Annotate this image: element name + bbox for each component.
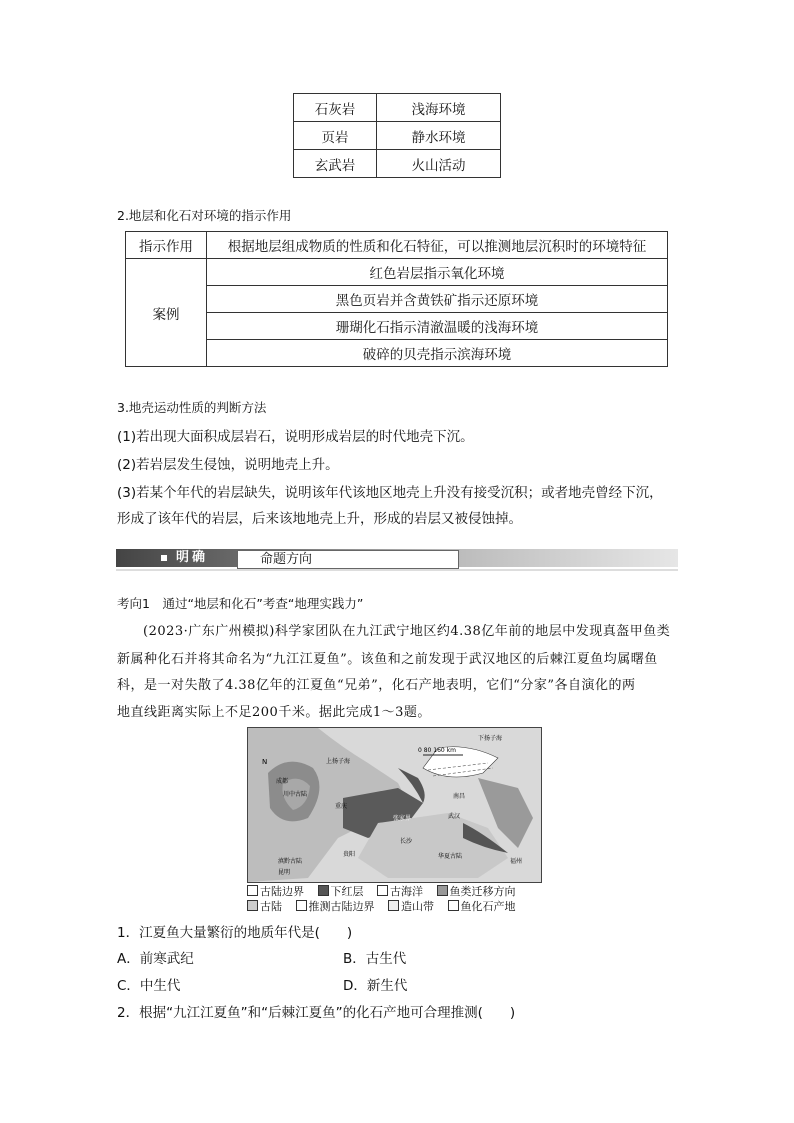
banner-label-text: 命题方向 xyxy=(260,552,313,567)
land-icon xyxy=(247,900,258,911)
red-layer-icon xyxy=(318,885,329,896)
legend-label: 古陆 xyxy=(260,900,282,913)
legend-label: 推测古陆边界 xyxy=(308,900,375,913)
rock-environment-table xyxy=(293,93,501,178)
case-label: 案例 xyxy=(126,259,207,367)
inferred-boundary-icon xyxy=(296,900,307,911)
map-label: 川中古陆 xyxy=(283,791,308,798)
map-legend-row-2 xyxy=(247,898,516,914)
paleogeography-map xyxy=(247,727,542,883)
map-label: 南昌 xyxy=(453,793,466,800)
banner-label-main: 明确 xyxy=(176,550,209,565)
passage-line: 地直线距离实际上不足200千米。据此完成1～3题。 xyxy=(117,705,431,720)
table-row xyxy=(126,313,668,340)
map-scale: 0 80 160 km xyxy=(418,747,456,754)
section-banner xyxy=(116,549,678,571)
map-label: 上扬子海 xyxy=(326,758,351,765)
map-label: 昆明 xyxy=(278,869,291,876)
table-row xyxy=(126,259,668,286)
table-cell: 浅海环境 xyxy=(377,94,501,122)
section-3-item: (1)若出现大面积成层岩石，说明形成岩层的时代地壳下沉。 xyxy=(117,429,474,445)
map-label: 重庆 xyxy=(335,803,348,810)
table-cell: 火山活动 xyxy=(377,150,501,178)
map-label: 张家界 xyxy=(393,815,412,822)
case-item: 珊瑚化石指示清澈温暖的浅海环境 xyxy=(207,313,668,340)
question-1-option-b[interactable]: B．古生代 xyxy=(343,951,407,967)
section-3-item: (3)若某个年代的岩层缺失，说明该年代该地区地壳上升没有接受沉积；或者地壳曾经下沉， xyxy=(117,485,663,501)
migration-icon xyxy=(437,885,448,896)
passage-line: (2023·广东广州模拟)科学家团队在九江武宁地区约4.38亿年前的地层中发现真盔甲鱼类 xyxy=(143,624,671,639)
question-1-option-a[interactable]: A．前寒武纪 xyxy=(117,951,194,967)
table-row xyxy=(294,94,501,122)
section-3-item: 形成了该年代的岩层，后来该地地壳上升，形成的岩层又被侵蚀掉。 xyxy=(117,511,522,527)
map-label: 成都 xyxy=(276,778,289,785)
case-item: 红色岩层指示氧化环境 xyxy=(207,259,668,286)
section-3-title: 3.地壳运动性质的判断方法 xyxy=(117,400,267,415)
map-label: 长沙 xyxy=(400,838,413,845)
legend-label: 造山带 xyxy=(401,900,434,913)
legend-label: 古陆边界 xyxy=(260,885,304,898)
section-2-title: 2.地层和化石对环境的指示作用 xyxy=(117,208,292,223)
map-legend-row-1 xyxy=(247,883,516,899)
boundary-icon xyxy=(247,885,258,896)
map-label: 华夏古陆 xyxy=(438,853,463,860)
table-row xyxy=(294,122,501,150)
passage-line: 科，是一对失散了4.38亿年的江夏鱼“兄弟”，化石产地表明，它们“分家”各自演化的两 xyxy=(117,678,636,693)
case-item: 破碎的贝壳指示滨海环境 xyxy=(207,340,668,367)
legend-label: 鱼类迁移方向 xyxy=(449,885,516,898)
map-label: 福州 xyxy=(510,858,523,865)
section-3-item: (2)若岩层发生侵蚀，说明地壳上升。 xyxy=(117,457,339,473)
map-label: 武汉 xyxy=(448,813,461,820)
map-label: 贵阳 xyxy=(343,851,356,858)
map-label: 滇黔古陆 xyxy=(278,858,303,865)
kaoxiang-heading: 考向1 通过“地层和化石”考查“地理实践力” xyxy=(117,596,364,611)
table-cell: 石灰岩 xyxy=(294,94,377,122)
north-arrow-icon: N xyxy=(262,758,268,766)
table-header-label: 指示作用 xyxy=(126,232,207,259)
table-header-value: 根据地层组成物质的性质和化石特征，可以推测地层沉积时的环境特征 xyxy=(207,232,668,259)
passage-line: 新属种化石并将其命名为“九江江夏鱼”。该鱼和之前发现于武汉地区的后棘江夏鱼均属曙鱼 xyxy=(117,652,658,667)
table-row xyxy=(126,286,668,313)
table-row xyxy=(126,232,668,259)
map-label: 下扬子海 xyxy=(478,735,503,742)
legend-label: 古海洋 xyxy=(390,885,423,898)
fossil-site-icon xyxy=(448,900,459,911)
legend-label: 鱼化石产地 xyxy=(460,900,516,913)
banner-bullet-icon xyxy=(161,555,167,561)
map-graphic xyxy=(248,728,541,882)
ocean-icon xyxy=(377,885,388,896)
legend-label: 下红层 xyxy=(330,885,364,898)
question-2-stem: 2．根据“九江江夏鱼”和“后棘江夏鱼”的化石产地可合理推测( ) xyxy=(117,1005,516,1021)
banner-label-tab xyxy=(237,550,459,569)
table-cell: 玄武岩 xyxy=(294,150,377,178)
orogenic-icon xyxy=(388,900,399,911)
table-cell: 静水环境 xyxy=(377,122,501,150)
question-1-stem: 1．江夏鱼大量繁衍的地质年代是( ) xyxy=(117,925,353,941)
banner-underline xyxy=(116,569,678,571)
question-1-option-c[interactable]: C．中生代 xyxy=(117,978,181,994)
strata-fossil-table xyxy=(125,231,668,367)
table-row xyxy=(294,150,501,178)
case-item: 黑色页岩并含黄铁矿指示还原环境 xyxy=(207,286,668,313)
table-row xyxy=(126,340,668,367)
table-cell: 页岩 xyxy=(294,122,377,150)
question-1-option-d[interactable]: D．新生代 xyxy=(343,978,408,994)
